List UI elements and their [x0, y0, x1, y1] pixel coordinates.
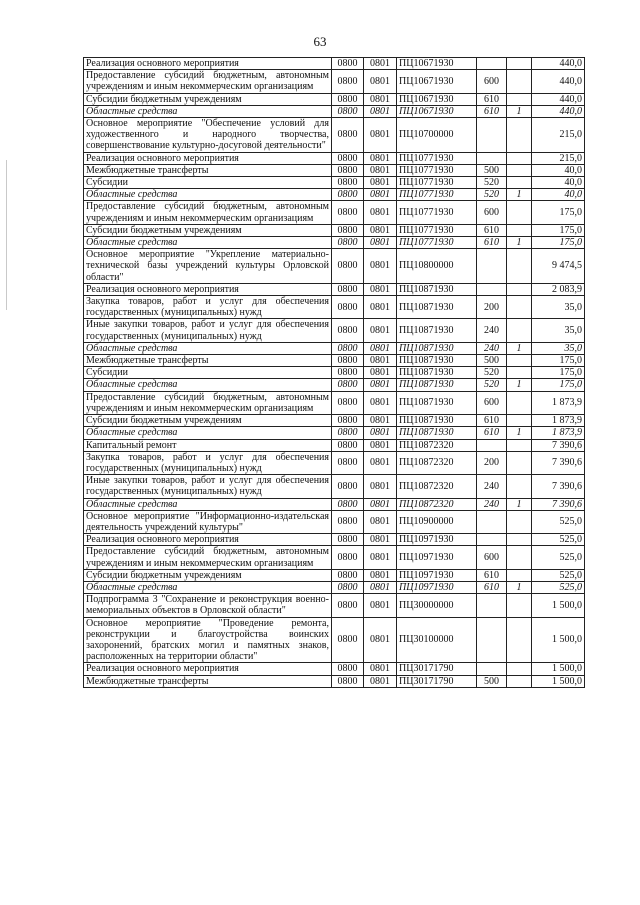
- section-code: 0800: [332, 177, 364, 189]
- amount: 7 390,6: [532, 451, 585, 474]
- target-article-code: ПЦ10871930: [397, 391, 477, 414]
- row-name: Областные средства: [84, 379, 332, 391]
- row-name: Основное мероприятие "Обеспечение условий для художественного и народного творчества, совершенствование культурно-досуговой деятельности": [84, 118, 332, 153]
- row-name: Реализация основного мероприятия: [84, 283, 332, 295]
- row-name: Реализация основного мероприятия: [84, 152, 332, 164]
- section-code: 0800: [332, 58, 364, 70]
- amount: 7 390,6: [532, 439, 585, 451]
- section-code: 0800: [332, 189, 364, 201]
- row-name: Иные закупки товаров, работ и услуг для обеспечения государственных (муниципальных) нужд: [84, 475, 332, 498]
- table-row: [84, 296, 585, 319]
- subsection-code: 0801: [364, 675, 397, 687]
- target-article-code: ПЦ30171790: [397, 663, 477, 675]
- target-article-code: ПЦ10900000: [397, 510, 477, 533]
- subsection-code: 0801: [364, 617, 397, 663]
- funding-source-code: [507, 663, 532, 675]
- funding-source-code: [507, 510, 532, 533]
- amount: 35,0: [532, 342, 585, 354]
- target-article-code: ПЦ10971930: [397, 581, 477, 593]
- row-name: Предоставление субсидий бюджетным, автономным учреждениям и иным некоммерческим организациям: [84, 546, 332, 569]
- funding-source-code: 1: [507, 105, 532, 117]
- page-number: 63: [313, 34, 327, 49]
- table-row: [84, 224, 585, 236]
- section-code: 0800: [332, 367, 364, 379]
- section-code: 0800: [332, 342, 364, 354]
- subsection-code: 0801: [364, 427, 397, 439]
- expense-type-code: [477, 663, 507, 675]
- section-code: 0800: [332, 594, 364, 617]
- target-article-code: ПЦ10771930: [397, 177, 477, 189]
- row-name: Капитальный ремонт: [84, 439, 332, 451]
- subsection-code: 0801: [364, 93, 397, 105]
- expense-type-code: 520: [477, 379, 507, 391]
- section-code: 0800: [332, 546, 364, 569]
- target-article-code: ПЦ10771930: [397, 189, 477, 201]
- table-row: [84, 105, 585, 117]
- funding-source-code: [507, 617, 532, 663]
- expense-type-code: 240: [477, 319, 507, 342]
- subsection-code: 0801: [364, 594, 397, 617]
- section-code: 0800: [332, 510, 364, 533]
- amount: 525,0: [532, 581, 585, 593]
- target-article-code: ПЦ10871930: [397, 319, 477, 342]
- amount: 40,0: [532, 189, 585, 201]
- amount: 35,0: [532, 319, 585, 342]
- row-name: Областные средства: [84, 498, 332, 510]
- amount: 1 500,0: [532, 617, 585, 663]
- row-name: Субсидии: [84, 367, 332, 379]
- row-name: Закупка товаров, работ и услуг для обеспечения государственных (муниципальных) нужд: [84, 451, 332, 474]
- amount: 525,0: [532, 546, 585, 569]
- table-row: [84, 93, 585, 105]
- amount: 1 500,0: [532, 663, 585, 675]
- row-name: Субсидии бюджетным учреждениям: [84, 415, 332, 427]
- expense-type-code: 610: [477, 93, 507, 105]
- funding-source-code: [507, 415, 532, 427]
- table-row: [84, 177, 585, 189]
- table-row: [84, 152, 585, 164]
- subsection-code: 0801: [364, 663, 397, 675]
- row-name: Реализация основного мероприятия: [84, 534, 332, 546]
- table-row: [84, 427, 585, 439]
- funding-source-code: 1: [507, 427, 532, 439]
- expense-type-code: 200: [477, 296, 507, 319]
- subsection-code: 0801: [364, 379, 397, 391]
- section-code: 0800: [332, 675, 364, 687]
- funding-source-code: [507, 58, 532, 70]
- section-code: 0800: [332, 224, 364, 236]
- amount: 175,0: [532, 224, 585, 236]
- amount: 175,0: [532, 367, 585, 379]
- funding-source-code: [507, 391, 532, 414]
- table-row: [84, 675, 585, 687]
- amount: 440,0: [532, 105, 585, 117]
- section-code: 0800: [332, 237, 364, 249]
- row-name: Субсидии бюджетным учреждениям: [84, 224, 332, 236]
- row-name: Областные средства: [84, 237, 332, 249]
- subsection-code: 0801: [364, 237, 397, 249]
- amount: 35,0: [532, 296, 585, 319]
- target-article-code: ПЦ10872320: [397, 451, 477, 474]
- row-name: Областные средства: [84, 189, 332, 201]
- amount: 175,0: [532, 379, 585, 391]
- expense-type-code: 610: [477, 224, 507, 236]
- section-code: 0800: [332, 70, 364, 93]
- section-code: 0800: [332, 663, 364, 675]
- table-row: [84, 70, 585, 93]
- section-code: 0800: [332, 105, 364, 117]
- expense-type-code: [477, 58, 507, 70]
- row-name: Областные средства: [84, 342, 332, 354]
- funding-source-code: [507, 367, 532, 379]
- target-article-code: ПЦ30000000: [397, 594, 477, 617]
- target-article-code: ПЦ10671930: [397, 70, 477, 93]
- amount: 175,0: [532, 237, 585, 249]
- table-row: [84, 594, 585, 617]
- expense-type-code: 500: [477, 355, 507, 367]
- expense-type-code: 600: [477, 201, 507, 224]
- row-name: Подпрограмма 3 "Сохранение и реконструкция военно-мемориальных объектов в Орловской области": [84, 594, 332, 617]
- target-article-code: ПЦ10671930: [397, 105, 477, 117]
- expense-type-code: 610: [477, 569, 507, 581]
- target-article-code: ПЦ10671930: [397, 58, 477, 70]
- expense-type-code: [477, 617, 507, 663]
- subsection-code: 0801: [364, 201, 397, 224]
- funding-source-code: [507, 475, 532, 498]
- section-code: 0800: [332, 439, 364, 451]
- row-name: Межбюджетные трансферты: [84, 164, 332, 176]
- subsection-code: 0801: [364, 177, 397, 189]
- subsection-code: 0801: [364, 105, 397, 117]
- funding-source-code: [507, 439, 532, 451]
- section-code: 0800: [332, 201, 364, 224]
- row-name: Основное мероприятие "Информационно-издательская деятельность учреждений культуры": [84, 510, 332, 533]
- subsection-code: 0801: [364, 152, 397, 164]
- table-row: [84, 319, 585, 342]
- subsection-code: 0801: [364, 296, 397, 319]
- funding-source-code: 1: [507, 498, 532, 510]
- section-code: 0800: [332, 498, 364, 510]
- funding-source-code: [507, 93, 532, 105]
- row-name: Субсидии бюджетным учреждениям: [84, 93, 332, 105]
- table-row: [84, 663, 585, 675]
- target-article-code: ПЦ10872320: [397, 439, 477, 451]
- section-code: 0800: [332, 379, 364, 391]
- row-name: Реализация основного мероприятия: [84, 663, 332, 675]
- section-code: 0800: [332, 152, 364, 164]
- funding-source-code: [507, 594, 532, 617]
- table-row: [84, 189, 585, 201]
- expense-type-code: 600: [477, 70, 507, 93]
- funding-source-code: [507, 283, 532, 295]
- target-article-code: ПЦ10871930: [397, 379, 477, 391]
- target-article-code: ПЦ10800000: [397, 249, 477, 284]
- section-code: 0800: [332, 451, 364, 474]
- target-article-code: ПЦ10871930: [397, 427, 477, 439]
- subsection-code: 0801: [364, 342, 397, 354]
- table-row: [84, 569, 585, 581]
- subsection-code: 0801: [364, 189, 397, 201]
- amount: 1 500,0: [532, 675, 585, 687]
- row-name: Предоставление субсидий бюджетным, автономным учреждениям и иным некоммерческим организациям: [84, 391, 332, 414]
- section-code: 0800: [332, 475, 364, 498]
- table-row: [84, 451, 585, 474]
- expense-type-code: 600: [477, 391, 507, 414]
- expense-type-code: [477, 510, 507, 533]
- table-row: [84, 546, 585, 569]
- section-code: 0800: [332, 391, 364, 414]
- expense-type-code: [477, 152, 507, 164]
- funding-source-code: [507, 224, 532, 236]
- expense-type-code: 610: [477, 415, 507, 427]
- table-row: [84, 58, 585, 70]
- expense-type-code: [477, 534, 507, 546]
- amount: 1 873,9: [532, 391, 585, 414]
- table-row: [84, 617, 585, 663]
- row-name: Областные средства: [84, 105, 332, 117]
- amount: 2 083,9: [532, 283, 585, 295]
- row-name: Реализация основного мероприятия: [84, 58, 332, 70]
- table-row: [84, 534, 585, 546]
- funding-source-code: 1: [507, 342, 532, 354]
- amount: 215,0: [532, 118, 585, 153]
- target-article-code: ПЦ10771930: [397, 224, 477, 236]
- budget-table-body: [84, 58, 585, 688]
- subsection-code: 0801: [364, 546, 397, 569]
- expense-type-code: [477, 283, 507, 295]
- funding-source-code: [507, 675, 532, 687]
- funding-source-code: [507, 201, 532, 224]
- subsection-code: 0801: [364, 451, 397, 474]
- funding-source-code: [507, 118, 532, 153]
- row-name: Предоставление субсидий бюджетным, автономным учреждениям и иным некоммерческим организациям: [84, 201, 332, 224]
- target-article-code: ПЦ10871930: [397, 342, 477, 354]
- target-article-code: ПЦ10871930: [397, 367, 477, 379]
- amount: 40,0: [532, 177, 585, 189]
- amount: 175,0: [532, 355, 585, 367]
- table-row: [84, 498, 585, 510]
- row-name: Иные закупки товаров, работ и услуг для обеспечения государственных (муниципальных) нужд: [84, 319, 332, 342]
- table-row: [84, 237, 585, 249]
- amount: 1 873,9: [532, 415, 585, 427]
- expense-type-code: [477, 118, 507, 153]
- target-article-code: ПЦ10871930: [397, 415, 477, 427]
- target-article-code: ПЦ10872320: [397, 475, 477, 498]
- section-code: 0800: [332, 249, 364, 284]
- amount: 175,0: [532, 201, 585, 224]
- section-code: 0800: [332, 569, 364, 581]
- funding-source-code: [507, 355, 532, 367]
- subsection-code: 0801: [364, 581, 397, 593]
- table-row: [84, 201, 585, 224]
- expense-type-code: 610: [477, 427, 507, 439]
- table-row: [84, 475, 585, 498]
- funding-source-code: [507, 296, 532, 319]
- target-article-code: ПЦ10871930: [397, 296, 477, 319]
- row-name: Основное мероприятие "Проведение ремонта, реконструкции и благоустройства воинских захоронений, братских могил и памятных знаков, расположенных на территории области": [84, 617, 332, 663]
- table-row: [84, 391, 585, 414]
- expense-type-code: 610: [477, 237, 507, 249]
- section-code: 0800: [332, 319, 364, 342]
- funding-source-code: [507, 177, 532, 189]
- funding-source-code: [507, 534, 532, 546]
- amount: 7 390,6: [532, 475, 585, 498]
- amount: 525,0: [532, 534, 585, 546]
- subsection-code: 0801: [364, 319, 397, 342]
- table-row: [84, 164, 585, 176]
- amount: 525,0: [532, 569, 585, 581]
- expense-type-code: 500: [477, 675, 507, 687]
- table-row: [84, 415, 585, 427]
- subsection-code: 0801: [364, 58, 397, 70]
- target-article-code: ПЦ10871930: [397, 283, 477, 295]
- section-code: 0800: [332, 164, 364, 176]
- expense-type-code: 240: [477, 475, 507, 498]
- subsection-code: 0801: [364, 70, 397, 93]
- target-article-code: ПЦ10700000: [397, 118, 477, 153]
- expense-type-code: 520: [477, 367, 507, 379]
- target-article-code: ПЦ10871930: [397, 355, 477, 367]
- amount: 7 390,6: [532, 498, 585, 510]
- expense-type-code: 240: [477, 342, 507, 354]
- expense-type-code: 520: [477, 177, 507, 189]
- table-row: [84, 367, 585, 379]
- row-name: Основное мероприятие "Укрепление материально-технической базы учреждений культуры Орловской области": [84, 249, 332, 284]
- target-article-code: ПЦ10971930: [397, 569, 477, 581]
- table-row: [84, 510, 585, 533]
- row-name: Предоставление субсидий бюджетным, автономным учреждениям и иным некоммерческим организациям: [84, 70, 332, 93]
- table-row: [84, 355, 585, 367]
- target-article-code: ПЦ10671930: [397, 93, 477, 105]
- target-article-code: ПЦ30171790: [397, 675, 477, 687]
- subsection-code: 0801: [364, 391, 397, 414]
- section-code: 0800: [332, 427, 364, 439]
- subsection-code: 0801: [364, 534, 397, 546]
- subsection-code: 0801: [364, 164, 397, 176]
- funding-source-code: [507, 451, 532, 474]
- row-name: Субсидии бюджетным учреждениям: [84, 569, 332, 581]
- amount: 440,0: [532, 58, 585, 70]
- amount: 215,0: [532, 152, 585, 164]
- amount: 440,0: [532, 93, 585, 105]
- expense-type-code: [477, 249, 507, 284]
- target-article-code: ПЦ10771930: [397, 237, 477, 249]
- target-article-code: ПЦ10771930: [397, 164, 477, 176]
- row-name: Областные средства: [84, 427, 332, 439]
- funding-source-code: [507, 70, 532, 93]
- subsection-code: 0801: [364, 439, 397, 451]
- expense-type-code: 200: [477, 451, 507, 474]
- subsection-code: 0801: [364, 283, 397, 295]
- amount: 525,0: [532, 510, 585, 533]
- target-article-code: ПЦ10971930: [397, 546, 477, 569]
- funding-source-code: [507, 249, 532, 284]
- funding-source-code: 1: [507, 379, 532, 391]
- target-article-code: ПЦ10771930: [397, 201, 477, 224]
- table-row: [84, 342, 585, 354]
- expense-type-code: 610: [477, 581, 507, 593]
- amount: 40,0: [532, 164, 585, 176]
- expense-type-code: [477, 594, 507, 617]
- funding-source-code: 1: [507, 581, 532, 593]
- target-article-code: ПЦ10872320: [397, 498, 477, 510]
- expense-type-code: 500: [477, 164, 507, 176]
- table-row: [84, 283, 585, 295]
- funding-source-code: [507, 164, 532, 176]
- funding-source-code: [507, 152, 532, 164]
- subsection-code: 0801: [364, 367, 397, 379]
- amount: 440,0: [532, 70, 585, 93]
- subsection-code: 0801: [364, 569, 397, 581]
- funding-source-code: 1: [507, 189, 532, 201]
- table-row: [84, 439, 585, 451]
- scan-margin-mark: [6, 160, 7, 310]
- section-code: 0800: [332, 283, 364, 295]
- budget-table: [83, 57, 585, 688]
- row-name: Межбюджетные трансферты: [84, 675, 332, 687]
- row-name: Субсидии: [84, 177, 332, 189]
- section-code: 0800: [332, 355, 364, 367]
- section-code: 0800: [332, 118, 364, 153]
- expense-type-code: 600: [477, 546, 507, 569]
- expense-type-code: 240: [477, 498, 507, 510]
- row-name: Закупка товаров, работ и услуг для обеспечения государственных (муниципальных) нужд: [84, 296, 332, 319]
- section-code: 0800: [332, 581, 364, 593]
- amount: 1 873,9: [532, 427, 585, 439]
- funding-source-code: [507, 546, 532, 569]
- table-row: [84, 581, 585, 593]
- section-code: 0800: [332, 93, 364, 105]
- row-name: Межбюджетные трансферты: [84, 355, 332, 367]
- subsection-code: 0801: [364, 355, 397, 367]
- target-article-code: ПЦ10971930: [397, 534, 477, 546]
- funding-source-code: 1: [507, 237, 532, 249]
- expense-type-code: 610: [477, 105, 507, 117]
- subsection-code: 0801: [364, 249, 397, 284]
- table-row: [84, 118, 585, 153]
- row-name: Областные средства: [84, 581, 332, 593]
- table-row: [84, 249, 585, 284]
- funding-source-code: [507, 569, 532, 581]
- subsection-code: 0801: [364, 118, 397, 153]
- target-article-code: ПЦ10771930: [397, 152, 477, 164]
- target-article-code: ПЦ30100000: [397, 617, 477, 663]
- section-code: 0800: [332, 534, 364, 546]
- subsection-code: 0801: [364, 475, 397, 498]
- amount: 1 500,0: [532, 594, 585, 617]
- subsection-code: 0801: [364, 224, 397, 236]
- table-row: [84, 379, 585, 391]
- expense-type-code: 520: [477, 189, 507, 201]
- subsection-code: 0801: [364, 498, 397, 510]
- section-code: 0800: [332, 617, 364, 663]
- amount: 9 474,5: [532, 249, 585, 284]
- subsection-code: 0801: [364, 510, 397, 533]
- expense-type-code: [477, 439, 507, 451]
- subsection-code: 0801: [364, 415, 397, 427]
- funding-source-code: [507, 319, 532, 342]
- section-code: 0800: [332, 415, 364, 427]
- section-code: 0800: [332, 296, 364, 319]
